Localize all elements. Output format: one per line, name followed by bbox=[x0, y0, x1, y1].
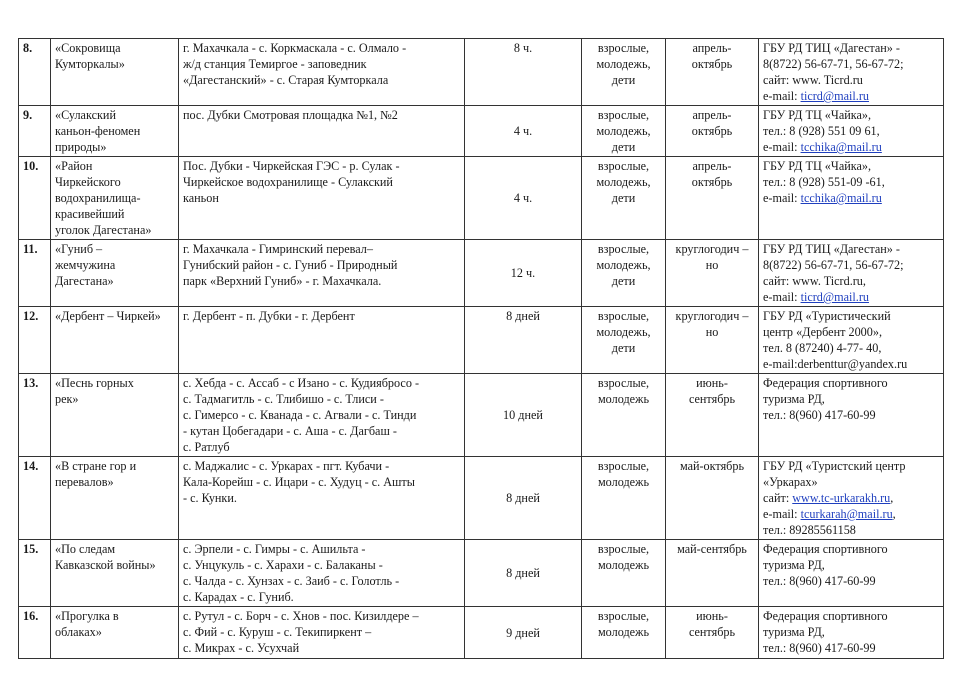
table-row bbox=[19, 457, 944, 540]
tour-audience-line: молодежь bbox=[597, 625, 650, 639]
tour-audience-line: взрослые, bbox=[597, 41, 650, 55]
contact-text: ГБУ РД «Туристский центр bbox=[763, 459, 906, 473]
contact-line bbox=[763, 340, 939, 356]
tour-contact bbox=[759, 157, 944, 240]
tour-contact bbox=[759, 374, 944, 457]
tour-season-line: октябрь bbox=[691, 124, 733, 138]
tour-route-line: с. Фий - с. Куруш - с. Текипиркент – bbox=[183, 625, 372, 639]
contact-line bbox=[763, 407, 939, 423]
tour-route-line: г. Махачкала - Гимринский перевал– bbox=[183, 242, 373, 256]
tour-route-line: г. Дербент - п. Дубки - г. Дербент bbox=[183, 309, 355, 323]
contact-text: туризма РД, bbox=[763, 558, 825, 572]
contact-line bbox=[763, 123, 939, 139]
tour-audience-line: молодежь bbox=[597, 558, 650, 572]
tour-duration: 8 дней bbox=[465, 540, 582, 607]
tour-season-line: июнь- bbox=[696, 376, 728, 390]
table-row bbox=[19, 157, 944, 240]
contact-line bbox=[763, 56, 939, 72]
tour-audience-line: дети bbox=[611, 73, 636, 87]
tour-audience-line: дети bbox=[611, 140, 636, 154]
contact-line bbox=[763, 356, 939, 372]
tour-name-line: красивейший bbox=[55, 207, 125, 221]
tour-name-line: перевалов» bbox=[55, 475, 114, 489]
tour-duration: 8 дней bbox=[465, 307, 582, 374]
tour-season bbox=[666, 106, 759, 157]
contact-line bbox=[763, 273, 939, 289]
contact-text: ГБУ РД ТЦ «Чайка», bbox=[763, 108, 872, 122]
contact-punct: , bbox=[890, 491, 894, 505]
tour-name-line: рек» bbox=[55, 392, 79, 406]
row-number: 11. bbox=[19, 240, 51, 307]
contact-line bbox=[763, 490, 939, 506]
tour-audience-line: молодежь, bbox=[596, 258, 651, 272]
contact-line bbox=[763, 458, 939, 474]
tour-audience bbox=[582, 457, 666, 540]
contact-text: центр «Дербент 2000», bbox=[763, 325, 882, 339]
contact-line bbox=[763, 573, 939, 589]
contact-link[interactable]: tcurkarah@mail.ru bbox=[800, 507, 893, 521]
contact-text: ГБУ РД ТЦ «Чайка», bbox=[763, 159, 872, 173]
tour-audience-line: взрослые, bbox=[597, 242, 650, 256]
tour-name bbox=[51, 157, 179, 240]
tour-name-line: Кумторкалы» bbox=[55, 57, 125, 71]
tours-table bbox=[18, 38, 944, 659]
tour-route bbox=[179, 106, 465, 157]
tour-route bbox=[179, 607, 465, 659]
tour-season-line: сентябрь bbox=[688, 625, 736, 639]
tour-name bbox=[51, 457, 179, 540]
tour-audience-line: молодежь bbox=[597, 392, 650, 406]
tour-contact bbox=[759, 457, 944, 540]
tour-name bbox=[51, 106, 179, 157]
tour-audience bbox=[582, 307, 666, 374]
tour-route-line: Гунибский район - с. Гуниб - Природный bbox=[183, 258, 398, 272]
tour-season-line: круглогодич – bbox=[675, 242, 749, 256]
contact-text: тел.: 8 (928) 551-09 -61, bbox=[763, 175, 885, 189]
tour-name bbox=[51, 240, 179, 307]
contact-text: сайт: www. Ticrd.ru, bbox=[763, 274, 866, 288]
contact-text: тел.: 89285561158 bbox=[763, 523, 856, 537]
tour-name-line: уголок Дагестана» bbox=[55, 223, 152, 237]
row-number: 15. bbox=[19, 540, 51, 607]
tour-name-line: жемчужина bbox=[55, 258, 116, 272]
row-number: 10. bbox=[19, 157, 51, 240]
tour-duration: 9 дней bbox=[465, 607, 582, 659]
tour-name-line: «В стране гор и bbox=[55, 459, 137, 473]
contact-text: ГБУ РД «Туристический bbox=[763, 309, 891, 323]
tour-route-line: с. Микрах - с. Усухчай bbox=[183, 641, 300, 655]
table-row bbox=[19, 240, 944, 307]
tour-season-line: но bbox=[705, 325, 719, 339]
tour-audience-line: взрослые, bbox=[597, 376, 650, 390]
tour-season-line: круглогодич – bbox=[675, 309, 749, 323]
contact-line bbox=[763, 190, 939, 206]
table-row bbox=[19, 39, 944, 106]
contact-text: Федерация спортивного bbox=[763, 609, 888, 623]
tour-audience-line: дети bbox=[611, 274, 636, 288]
table-row bbox=[19, 374, 944, 457]
tour-route-line: Чиркейское водохранилище - Сулакский bbox=[183, 175, 393, 189]
contact-text: e-mail: bbox=[763, 191, 801, 205]
tour-duration: 8 дней bbox=[465, 457, 582, 540]
contact-link[interactable]: ticrd@mail.ru bbox=[800, 290, 869, 304]
tour-audience-line: взрослые, bbox=[597, 108, 650, 122]
contact-text: туризма РД, bbox=[763, 625, 825, 639]
tour-name-line: каньон-феномен bbox=[55, 124, 141, 138]
tour-audience-line: взрослые, bbox=[597, 309, 650, 323]
contact-line bbox=[763, 557, 939, 573]
contact-text: e-mail: bbox=[763, 507, 801, 521]
tour-name-line: «Песнь горных bbox=[55, 376, 134, 390]
tour-route-line: с. Унцукуль - с. Харахи - с. Балаканы - bbox=[183, 558, 383, 572]
tour-name-line: «Дербент – Чиркей» bbox=[55, 309, 161, 323]
tour-audience bbox=[582, 157, 666, 240]
tour-name-line: природы» bbox=[55, 140, 107, 154]
contact-line bbox=[763, 308, 939, 324]
tour-duration: 12 ч. bbox=[465, 240, 582, 307]
tour-contact bbox=[759, 540, 944, 607]
tour-audience bbox=[582, 39, 666, 106]
table-row bbox=[19, 607, 944, 659]
row-number: 9. bbox=[19, 106, 51, 157]
row-number: 13. bbox=[19, 374, 51, 457]
contact-text: e-mail: bbox=[763, 290, 801, 304]
row-number: 8. bbox=[19, 39, 51, 106]
tour-route-line: с. Эрпели - с. Гимры - с. Ашильта - bbox=[183, 542, 366, 556]
tour-season bbox=[666, 157, 759, 240]
tour-route-line: парк «Верхний Гуниб» - г. Махачкала. bbox=[183, 274, 382, 288]
tour-audience-line: взрослые, bbox=[597, 609, 650, 623]
tour-route-line: каньон bbox=[183, 191, 219, 205]
tour-route-line: Пос. Дубки - Чиркейская ГЭС - р. Сулак - bbox=[183, 159, 400, 173]
tour-season bbox=[666, 607, 759, 659]
tour-route bbox=[179, 540, 465, 607]
tour-route-line: пос. Дубки Смотровая площадка №1, №2 bbox=[183, 108, 398, 122]
tour-contact bbox=[759, 240, 944, 307]
contact-line bbox=[763, 375, 939, 391]
tour-route-line: Кала-Корейш - с. Ицари - с. Худуц - с. Ашты bbox=[183, 475, 415, 489]
contact-line bbox=[763, 289, 939, 305]
tour-audience-line: молодежь, bbox=[596, 175, 651, 189]
contact-line bbox=[763, 241, 939, 257]
tour-audience bbox=[582, 106, 666, 157]
tour-route bbox=[179, 457, 465, 540]
tour-season bbox=[666, 307, 759, 374]
tour-name-line: «Район bbox=[55, 159, 93, 173]
tour-route-line: с. Гимерсо - с. Кванада - с. Агвали - с. Тинди bbox=[183, 408, 417, 422]
tour-name-line: Кавказской войны» bbox=[55, 558, 156, 572]
tour-duration: 8 ч. bbox=[465, 39, 582, 106]
row-number: 16. bbox=[19, 607, 51, 659]
tour-name-line: «Сокровища bbox=[55, 41, 121, 55]
contact-text: e-mail: bbox=[763, 89, 801, 103]
tour-route-line: - с. Кунки. bbox=[183, 491, 237, 505]
tour-audience bbox=[582, 374, 666, 457]
contact-line bbox=[763, 139, 939, 155]
contact-text: тел. 8 (87240) 4-77- 40, bbox=[763, 341, 882, 355]
tour-contact bbox=[759, 307, 944, 374]
tour-season-line: но bbox=[705, 258, 719, 272]
tour-season-line: апрель- bbox=[692, 159, 732, 173]
tour-audience-line: молодежь, bbox=[596, 57, 651, 71]
tour-route-line: с. Тадмагитль - с. Тлибишо - с. Тлиси - bbox=[183, 392, 384, 406]
tour-route-line: - кутан Цобегадари - с. Аша - с. Дагбаш - bbox=[183, 424, 397, 438]
contact-link[interactable]: www.tc-urkarakh.ru bbox=[792, 491, 891, 505]
contact-line bbox=[763, 158, 939, 174]
tour-audience-line: дети bbox=[611, 191, 636, 205]
contact-line bbox=[763, 391, 939, 407]
tour-duration: 4 ч. bbox=[465, 157, 582, 240]
contact-text: «Уркарах» bbox=[763, 475, 818, 489]
tour-route-line: «Дагестанский» - с. Старая Кумторкала bbox=[183, 73, 389, 87]
tour-audience bbox=[582, 240, 666, 307]
tour-route-line: с. Хебда - с. Ассаб - с Изано - с. Кудиябросо - bbox=[183, 376, 420, 390]
contact-line bbox=[763, 608, 939, 624]
contact-text: 8(8722) 56-67-71, 56-67-72; bbox=[763, 258, 904, 272]
tour-name-line: «Гуниб – bbox=[55, 242, 103, 256]
tour-name-line: облаках» bbox=[55, 625, 102, 639]
contact-punct: , bbox=[892, 507, 896, 521]
tour-route bbox=[179, 39, 465, 106]
tour-audience-line: молодежь, bbox=[596, 325, 651, 339]
tour-route-line: с. Чалда - с. Хунзах - с. Заиб - с. Голотль - bbox=[183, 574, 400, 588]
tour-route bbox=[179, 374, 465, 457]
contact-line bbox=[763, 324, 939, 340]
tour-season-line: май-сентябрь bbox=[677, 542, 747, 556]
tour-contact bbox=[759, 106, 944, 157]
tour-name bbox=[51, 374, 179, 457]
tour-season-line: сентябрь bbox=[688, 392, 736, 406]
tour-audience-line: взрослые, bbox=[597, 459, 650, 473]
tour-season bbox=[666, 240, 759, 307]
contact-link[interactable]: tcchika@mail.ru bbox=[800, 140, 882, 154]
contact-line bbox=[763, 624, 939, 640]
tour-audience-line: молодежь bbox=[597, 475, 650, 489]
contact-line bbox=[763, 174, 939, 190]
tour-name bbox=[51, 39, 179, 106]
contact-link[interactable]: tcchika@mail.ru bbox=[800, 191, 882, 205]
tour-name-line: «Сулакский bbox=[55, 108, 116, 122]
tour-season-line: октябрь bbox=[691, 57, 733, 71]
contact-line bbox=[763, 506, 939, 522]
tour-name-line: «Прогулка в bbox=[55, 609, 119, 623]
contact-text: сайт: bbox=[763, 491, 793, 505]
contact-text: ГБУ РД ТИЦ «Дагестан» - bbox=[763, 242, 900, 256]
tour-season-line: октябрь bbox=[691, 175, 733, 189]
tour-route-line: с. Маджалис - с. Уркарах - пгт. Кубачи - bbox=[183, 459, 390, 473]
tour-audience-line: дети bbox=[611, 341, 636, 355]
tours-table-body bbox=[19, 39, 944, 659]
row-number: 12. bbox=[19, 307, 51, 374]
tour-name bbox=[51, 540, 179, 607]
contact-text: Федерация спортивного bbox=[763, 542, 888, 556]
contact-line bbox=[763, 257, 939, 273]
contact-text: тел.: 8(960) 417-60-99 bbox=[763, 408, 876, 422]
tour-duration: 10 дней bbox=[465, 374, 582, 457]
tour-season bbox=[666, 457, 759, 540]
contact-line bbox=[763, 541, 939, 557]
contact-line bbox=[763, 72, 939, 88]
tour-season-line: май-октябрь bbox=[679, 459, 745, 473]
tour-season-line: апрель- bbox=[692, 108, 732, 122]
contact-text: 8(8722) 56-67-71, 56-67-72; bbox=[763, 57, 904, 71]
contact-line bbox=[763, 40, 939, 56]
contact-text: e-mail:derbenttur@yandex.ru bbox=[763, 357, 908, 371]
tour-season bbox=[666, 374, 759, 457]
tour-season-line: апрель- bbox=[692, 41, 732, 55]
tour-season bbox=[666, 540, 759, 607]
tour-audience-line: взрослые, bbox=[597, 542, 650, 556]
contact-text: сайт: www. Ticrd.ru bbox=[763, 73, 863, 87]
contact-line bbox=[763, 640, 939, 656]
tour-route-line: с. Ратлуб bbox=[183, 440, 230, 454]
tour-name-line: Чиркейского bbox=[55, 175, 121, 189]
tour-route-line: с. Карадах - с. Гуниб. bbox=[183, 590, 294, 604]
tour-audience bbox=[582, 540, 666, 607]
row-number: 14. bbox=[19, 457, 51, 540]
contact-text: тел.: 8 (928) 551 09 61, bbox=[763, 124, 880, 138]
tour-route bbox=[179, 307, 465, 374]
tour-name-line: водохранилища- bbox=[55, 191, 141, 205]
tour-audience-line: молодежь, bbox=[596, 124, 651, 138]
contact-text: тел.: 8(960) 417-60-99 bbox=[763, 641, 876, 655]
table-row bbox=[19, 106, 944, 157]
tour-route bbox=[179, 240, 465, 307]
tour-name-line: Дагестана» bbox=[55, 274, 114, 288]
contact-text: Федерация спортивного bbox=[763, 376, 888, 390]
tour-route bbox=[179, 157, 465, 240]
contact-text: тел.: 8(960) 417-60-99 bbox=[763, 574, 876, 588]
tour-audience-line: взрослые, bbox=[597, 159, 650, 173]
tour-contact bbox=[759, 39, 944, 106]
tour-route-line: г. Махачкала - с. Коркмаскала - с. Олмало - bbox=[183, 41, 407, 55]
tour-name-line: «По следам bbox=[55, 542, 116, 556]
contact-line bbox=[763, 107, 939, 123]
contact-text: ГБУ РД ТИЦ «Дагестан» - bbox=[763, 41, 900, 55]
contact-line bbox=[763, 474, 939, 490]
tour-season bbox=[666, 39, 759, 106]
tour-audience bbox=[582, 607, 666, 659]
contact-line bbox=[763, 88, 939, 104]
tour-contact bbox=[759, 607, 944, 659]
table-row bbox=[19, 540, 944, 607]
tour-route-line: с. Рутул - с. Борч - с. Хнов - пос. Кизилдере – bbox=[183, 609, 419, 623]
tour-route-line: ж/д станция Темиргое - заповедник bbox=[183, 57, 367, 71]
tour-duration: 4 ч. bbox=[465, 106, 582, 157]
contact-text: туризма РД, bbox=[763, 392, 825, 406]
contact-text: e-mail: bbox=[763, 140, 801, 154]
tour-name bbox=[51, 307, 179, 374]
tour-season-line: июнь- bbox=[696, 609, 728, 623]
table-row bbox=[19, 307, 944, 374]
contact-link[interactable]: ticrd@mail.ru bbox=[800, 89, 869, 103]
contact-line bbox=[763, 522, 939, 538]
tour-name bbox=[51, 607, 179, 659]
